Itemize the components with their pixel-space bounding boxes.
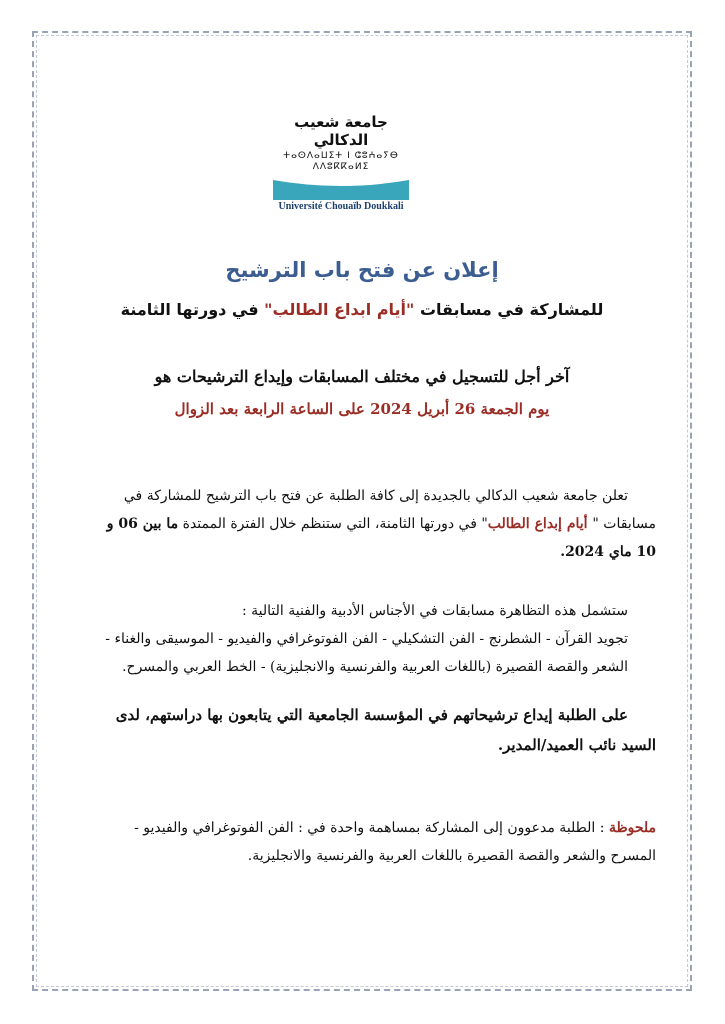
announcement-paragraph (86, 482, 656, 566)
submission-paragraph (86, 700, 656, 760)
note-text: : الطلبة مدعوون إلى المشاركة بمساهمة واحدة في : الفن الفوتوغرافي والفيديو - المسرح والشعر والقصة القصيرة باللغات العربية والفرنسية والانجليزية. (134, 820, 656, 864)
categories-intro: ستشمل هذه التظاهرة مسابقات في الأجناس الأدبية والفنية التالية : (241, 603, 628, 619)
logo-wave-icon (273, 176, 409, 200)
subtitle (60, 300, 664, 319)
note-paragraph (86, 814, 656, 870)
logo-french-name: Université Chouaïb Doukkali (278, 201, 404, 212)
categories-list: تجويد القرآن - الشطرنج - الفن التشكيلي - الفن الفوتوغرافي والفيديو - الموسيقى والغناء - الشعر والقصة القصيرة (باللغات العربية والفرنسية والانجليزية) - الخط العربي والمسرح. (105, 631, 628, 675)
subtitle-before: للمشاركة في مسابقات (414, 300, 604, 319)
deadline-date: يوم الجمعة 26 أبريل 2024 على الساعة الرابعة بعد الزوال (174, 400, 550, 418)
page-title: إعلان عن فتح باب الترشيح (225, 258, 499, 282)
deadline-heading: آخر أجل للتسجيل في مختلف المسابقات وإيداع الترشيحات هو (154, 367, 570, 386)
submission-text: على الطلبة إيداع ترشيحاتهم في المؤسسة الجامعية التي يتابعون بها دراستهم، لدى السيد نائب العميد/المدير. (115, 706, 656, 754)
announcement-event-name: أيام إبداع الطالب (487, 516, 593, 532)
subtitle-event-name: "أيام ابداع الطالب" (264, 300, 415, 319)
university-logo (270, 113, 412, 213)
announcement-intro: تعلن جامعة شعيب الدكالي بالجديدة إلى كافة الطلبة عن فتح باب الترشيح للمشاركة في مسابقات " (123, 488, 656, 532)
logo-tifinagh-name: ⵜⴰⵙⴷⴰⵡⵉⵜ ⵏ ⵛⵓⵄⴰⵢⴱ ⴷⴷⵓⴽⴽⴰⵍⵉ (283, 151, 399, 172)
categories-paragraph (86, 597, 656, 681)
note-label: ملحوظة (608, 820, 656, 836)
logo-arabic-name: جامعة شعيب الدكالي (294, 113, 388, 149)
subtitle-after: في دورتها الثامنة (120, 300, 265, 319)
announcement-dates: ما بين 06 و 10 ماي 2024. (106, 516, 656, 560)
announcement-middle: " في دورتها الثامنة، التي ستنظم خلال الفترة الممتدة (178, 516, 488, 532)
